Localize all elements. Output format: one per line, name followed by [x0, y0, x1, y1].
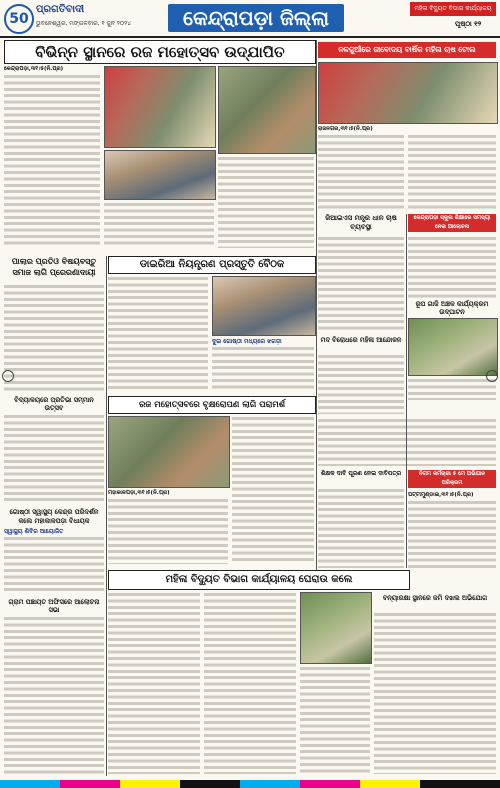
bottom-left-headline: ଗ୍ରାମ ପଞ୍ଚାୟତ ଅଫିସରେ ଆଲୋଚନା ସଭା	[8, 598, 100, 614]
teacher-body	[318, 488, 404, 568]
school-headline: ବିଦ୍ୟାଳୟରେ ପ୍ରତିଭା ସମ୍ମାନ ଉତ୍ସବ	[14, 396, 94, 412]
diarrhoea-body	[108, 276, 208, 392]
column-rule	[406, 214, 407, 568]
bottom-right-headline: ବନ୍ୟାରକ୍ଷା ସ୍ଥାନରେ ଜମି ଦଖଲ ଅଭିଯୋଗ	[382, 594, 488, 602]
teacher-headline: ଶିକ୍ଷକ ଦାବି ପୂରଣ ନେଇ ଦାବିପତ୍ର	[320, 470, 402, 477]
right-mid2-headline: ରୂପ ଗାଜି ଅଞ୍ଚଳ କାର୍ଯ୍ୟକ୍ରମ ଉଦ୍‌ଘାଟନ	[415, 300, 489, 316]
byline-raja: ମହାକାଳପଡ଼ା,୩୧।୫(ନି.ପ୍ର)	[108, 490, 170, 496]
page-number: ପୃଷ୍ଠା ୧୨	[455, 20, 482, 28]
bottom-right-body	[374, 612, 496, 774]
raja-tree-photo	[108, 416, 230, 488]
subhead-dispute: ଦୁଇ ଗୋଷ୍ଠୀ ମଧ୍ୟରେ ଝଗଡ଼ା	[212, 338, 282, 345]
electricity-photo	[300, 592, 372, 664]
color-calibration-bar	[0, 780, 500, 788]
women-small-body	[318, 354, 404, 414]
water-headline: ଜିଆଇଏସ ମନ୍ତ୍ର ଧାନ ଚାଷ ବ୍ୟବସ୍ଥା	[325, 214, 397, 231]
pollution-body	[4, 284, 104, 392]
diarrhoea-headline: ଡାଇରିଆ ନିୟନ୍ତ୍ରଣ ପ୍ରସ୍ତୁତି ବୈଠକ	[108, 256, 316, 274]
raja-tree-headline: ରଜ ମହୋତ୍ସବରେ ବୃକ୍ଷରୋପଣ ଲାଗି ପରାମର୍ଶ	[108, 396, 316, 414]
dateline: ଭୁବନେଶ୍ୱର, ମଙ୍ଗଳବାର, ୧ ଜୁନ ୨୦୨୪	[36, 20, 131, 27]
column-rule	[106, 256, 107, 776]
right-mid2-body	[408, 378, 496, 400]
raja-tree-body-1	[232, 416, 314, 564]
byline-right: ରାଜନଗର,୩୧।୫(ନି.ପ୍ର)	[318, 126, 373, 132]
byline-lead: କେନ୍ଦ୍ରାପଡ଼ା,୩୧।୫(ନି.ପ୍ର)	[4, 66, 64, 72]
right-top-photo	[318, 62, 498, 124]
electricity-headline: ମହିଳା ବିଦ୍ୟୁତ ବିଭାଗ କାର୍ଯ୍ୟାଳୟ ଘେରାଉ କଲେ	[108, 570, 410, 590]
masthead	[0, 0, 500, 38]
nigam-body	[408, 500, 496, 568]
lead-photo-2	[104, 150, 216, 200]
diarrhoea-photo	[212, 276, 316, 336]
nigam-headline: ନିଗମ କର୍ମଚାରୀ ୫ ମେ ଅଭିଯାନ ପରିକ୍ରମ	[408, 470, 496, 488]
byline-nigam: ପଟ୍ଟାମୁଣ୍ଡାଇ,୩୧।୫(ନି.ପ୍ର)	[408, 492, 474, 498]
newspaper-logo: 50	[4, 4, 34, 34]
right-top-body-2	[408, 134, 496, 212]
lead-body-col1	[4, 74, 100, 248]
lead-headline: ବିଭିନ୍ନ ସ୍ଥାନରେ ରଜ ମହୋତ୍ସବ ଉଦ୍‌ଯାପିତ	[4, 40, 316, 64]
women-small-headline: ମଦ ବିରୋଧରେ ମହିଳା ଆନ୍ଦୋଳନ	[320, 336, 402, 344]
registration-mark	[2, 370, 14, 382]
registration-mark	[486, 370, 498, 382]
right-lower-body	[318, 418, 496, 466]
electricity-body-2	[204, 592, 296, 774]
column-rule	[316, 40, 317, 570]
subhead-health: ସ୍ୱାସ୍ଥ୍ୟ ଶିବିର ଆୟୋଜିତ	[4, 528, 64, 535]
right-top-body-1	[318, 134, 404, 212]
bottom-left-body	[4, 616, 104, 774]
lead-body-col3	[218, 156, 314, 248]
lead-photo-1	[104, 66, 216, 148]
lead-photo-3	[218, 66, 316, 154]
right-mid-body	[408, 236, 496, 298]
section-title: କେନ୍ଦ୍ରାପଡ଼ା ଜିଲ୍ଲା	[168, 4, 344, 32]
electricity-body-3	[300, 666, 370, 774]
brand-name: ପ୍ରଗତିବାଦୀ	[36, 4, 85, 15]
health-body	[4, 536, 104, 592]
right-top-headline: ନଳଜୁଆଁରେ ଜୀବୋଦୟ ବାର୍ଷିକ ମହିଳା ଚାଷ ଟୋଲ	[318, 42, 496, 58]
dispute-body	[212, 346, 314, 392]
right-mid-headline: କେନ୍ଦ୍ରାପଡ଼ା ସ୍କୁଲ ଶିକ୍ଷାରେ ସମସ୍ୟା ନେଇ ଆଲୋଚନା	[408, 214, 496, 232]
promo-strip: ମହିଳା ବିଦ୍ୟୁତ ବିଭାଗ କାର୍ଯ୍ୟାଳୟ	[410, 2, 496, 16]
health-headline: ଗୋଷ୍ଠୀ ସ୍ୱାସ୍ଥ୍ୟ କେନ୍ଦ୍ର ପରିଦର୍ଶନ କଲେ ମହାକାଳପଡ଼ା ବିଧାୟକ	[9, 508, 99, 525]
raja-tree-body-2	[108, 498, 228, 564]
pollution-headline: ପାଲାର ପ୍ରତିଓ ବିଷୟବସ୍ତୁ ସମାଜ ଲାଗି ପ୍ରେରଣାଦାୟୀ	[11, 257, 97, 277]
electricity-body-1	[108, 592, 200, 774]
right-mid-photo	[408, 318, 498, 376]
water-body	[318, 236, 404, 332]
lead-body-col2	[104, 202, 214, 248]
school-body	[4, 414, 104, 504]
